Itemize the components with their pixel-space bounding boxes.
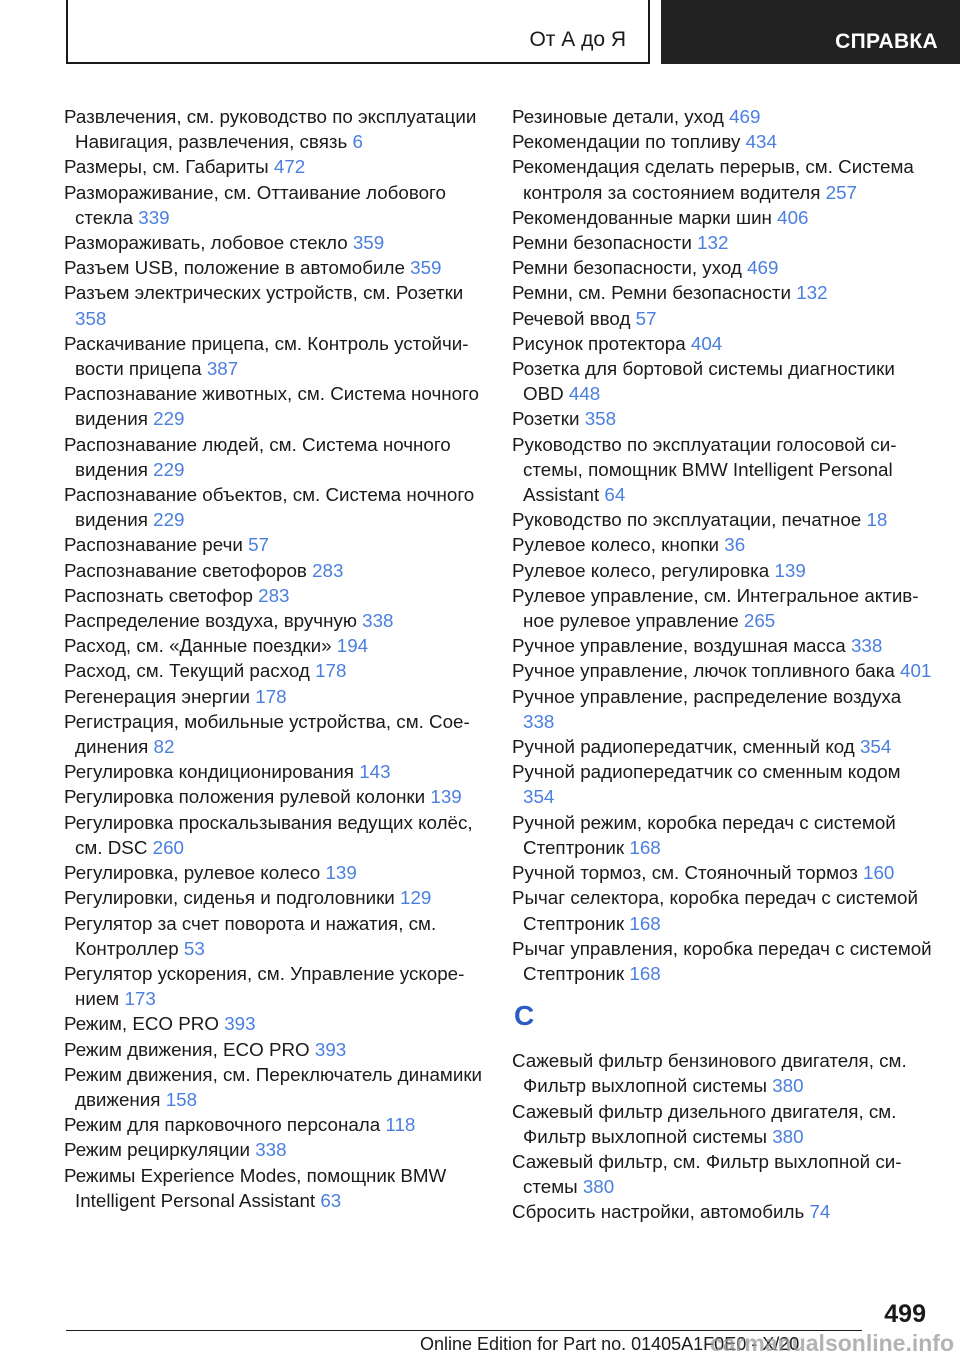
index-entry-term: Регулятор ускорения, см. Управление ускорением	[64, 962, 465, 1010]
index-entry	[512, 936, 932, 986]
letter-section-heading: С	[514, 1000, 535, 1032]
index-entry	[512, 810, 932, 860]
index-entry	[64, 885, 484, 910]
page-reference-link[interactable]: 359	[352, 232, 385, 254]
page-reference-link[interactable]: 265	[743, 610, 776, 632]
index-entry	[64, 608, 484, 633]
index-entry	[64, 558, 484, 583]
index-entry-term: Рулевое колесо, кнопки	[512, 534, 720, 556]
index-entry-term: Режим движения, ECO PRO	[64, 1038, 310, 1060]
page-reference-link[interactable]: 338	[255, 1139, 287, 1161]
page-reference-link[interactable]: 472	[273, 156, 306, 178]
index-entry-term: Расход, см. «Данные поездки»	[64, 635, 332, 657]
index-entry	[512, 306, 932, 331]
index-entry	[64, 1062, 484, 1112]
index-entry-term: Сажевый фильтр бензинового двигателя, см. Фильтр выхлопной системы	[512, 1050, 907, 1097]
index-entry-term: Раскачивание прицепа, см. Контроль устойчивости прицепа	[64, 332, 469, 380]
index-entry-term: Ремни безопасности	[512, 232, 692, 254]
page-reference-link[interactable]: 74	[809, 1201, 831, 1223]
index-entry	[512, 104, 932, 129]
index-entry-term: Речевой ввод	[512, 307, 631, 329]
index-entry	[64, 280, 484, 330]
index-entry-term: Розетки	[512, 408, 580, 430]
index-entry-term: Рулевое колесо, регулировка	[512, 559, 770, 581]
page-reference-link[interactable]: 338	[362, 610, 394, 632]
index-entry-term: Рулевое управление, см. Интегральное активное рулевое управление	[512, 584, 919, 632]
index-entry-term: Розетка для бортовой системы диагностики OBD	[512, 358, 895, 405]
index-entry	[64, 658, 484, 683]
page-reference-link[interactable]: 283	[312, 559, 344, 581]
page-reference-link[interactable]: 338	[850, 635, 883, 657]
page-reference-link[interactable]: 168	[629, 962, 661, 984]
page-reference-link[interactable]: 158	[165, 1088, 198, 1110]
index-entry-term: Рычаг управления, коробка передач с системой Стептроник	[512, 937, 932, 984]
page-reference-link[interactable]: 448	[568, 383, 601, 405]
index-entry	[512, 129, 932, 154]
page-reference-link[interactable]: 18	[866, 509, 888, 531]
index-entry	[512, 255, 932, 280]
index-entry-term: Режим, ECO PRO	[64, 1013, 219, 1035]
section-tab	[66, 0, 650, 64]
index-entry	[512, 280, 932, 305]
index-entry-term: Ручное управление, распределение воздуха	[512, 685, 902, 707]
page-reference-link[interactable]: 139	[430, 786, 462, 808]
index-entry	[64, 1011, 484, 1036]
index-entry-term: Регулировка кондиционирования	[64, 761, 354, 783]
index-entry	[64, 759, 484, 784]
index-entry	[64, 860, 484, 885]
watermark: carmanualsonline.info	[709, 1330, 954, 1356]
page-reference-link[interactable]: 63	[320, 1189, 342, 1211]
page-reference-link[interactable]: 338	[523, 710, 555, 732]
page-reference-link[interactable]: 257	[825, 181, 857, 203]
index-entry	[64, 331, 484, 381]
index-entry	[512, 154, 932, 204]
index-entry-term: Разъем USB, положение в автомобиле	[64, 257, 405, 279]
index-entry-term: Распознавание людей, см. Система ночного видения	[64, 433, 451, 480]
page-reference-link[interactable]: 132	[697, 232, 729, 254]
index-entry-term: Резиновые детали, уход	[512, 106, 724, 127]
index-entry-term: Ручное управление, лючок топливного бака	[512, 660, 895, 682]
page-reference-link[interactable]: 82	[153, 736, 175, 758]
page-reference-link[interactable]: 64	[604, 484, 626, 506]
index-entry-term: Развлечения, см. руководство по эксплуатации Навигация, развлечения, связь	[64, 106, 477, 153]
index-entry-term: Руководство по эксплуатации, печатное	[512, 509, 862, 531]
page-reference-link[interactable]: 168	[629, 912, 661, 934]
index-entry	[512, 658, 932, 683]
index-entry	[512, 230, 932, 255]
index-entry-term: Ремни безопасности, уход	[512, 257, 742, 279]
index-entry-term: Регистрация, мобильные устройства, см. Соединения	[64, 710, 470, 758]
page-reference-link[interactable]: 393	[224, 1013, 256, 1035]
page-reference-link[interactable]: 139	[774, 559, 806, 581]
index-column-left	[64, 104, 484, 1213]
page-reference-link[interactable]: 404	[690, 332, 723, 354]
chapter-tab-label: СПРАВКА	[835, 30, 938, 53]
index-entry-term: Регулировка положения рулевой колонки	[64, 786, 426, 808]
index-entry	[64, 1037, 484, 1062]
page-reference-link[interactable]: 434	[745, 131, 777, 153]
page-reference-link[interactable]: 358	[584, 408, 617, 430]
page-reference-link[interactable]: 53	[183, 937, 205, 959]
index-entry	[512, 759, 932, 809]
index-entry	[64, 230, 484, 255]
index-entry-term: Ручной тормоз, см. Стояночный тормоз	[512, 862, 858, 884]
index-entry-term: Режимы Experience Modes, помощник BMW Intelligent Personal Assistant	[64, 1164, 447, 1211]
index-entry	[64, 684, 484, 709]
index-entry	[512, 356, 932, 406]
index-entry	[512, 532, 932, 557]
index-entry	[64, 583, 484, 608]
page-number: 499	[884, 1300, 926, 1328]
index-entry	[512, 860, 932, 885]
page-reference-link[interactable]: 160	[863, 862, 895, 884]
page-reference-link[interactable]: 354	[523, 786, 555, 808]
index-entry-term: Регулировка проскальзывания ведущих колёс, см. DSC	[64, 811, 473, 858]
index-entry	[512, 406, 932, 431]
index-entry-term: Ручной режим, коробка передач с системой Стептроник	[512, 811, 896, 858]
index-entry-term: Сбросить настройки, автомобиль	[512, 1201, 805, 1223]
page-reference-link[interactable]: 178	[255, 685, 287, 707]
index-entry	[512, 684, 932, 734]
index-entry-term: Распознавание объектов, см. Система ночного видения	[64, 484, 475, 531]
page-reference-link[interactable]: 194	[336, 635, 369, 657]
index-entry-term: Размеры, см. Габариты	[64, 156, 269, 178]
index-entry	[64, 911, 484, 961]
page-reference-link[interactable]: 129	[400, 887, 432, 909]
index-entry-term: Рекомендованные марки шин	[512, 206, 772, 228]
index-entry-term: Ремни, см. Ремни безопасности	[512, 282, 791, 304]
index-entry-term: Режим движения, см. Переключатель динамики движения	[64, 1063, 483, 1110]
page-reference-link[interactable]: 57	[635, 307, 657, 329]
index-entry-term: Ручной радиопередатчик, сменный код	[512, 736, 855, 758]
page-reference-link[interactable]: 143	[359, 761, 391, 783]
index-entry-term: Ручной радиопередатчик со сменным кодом	[512, 761, 901, 783]
index-entry	[512, 734, 932, 759]
index-entry-term: Рекомендации по топливу	[512, 131, 741, 153]
index-entry-term: Разъем электрических устройств, см. Розетки	[64, 282, 464, 304]
index-entry-term: Размораживать, лобовое стекло	[64, 232, 348, 254]
page-reference-link[interactable]: 229	[153, 509, 185, 531]
index-entry	[512, 885, 932, 935]
index-entry-term: Размораживание, см. Оттаивание лобового стекла	[64, 181, 446, 228]
index-entry-term: Руководство по эксплуатации голосовой системы, помощник BMW Intelligent Personal Assistant	[512, 433, 897, 506]
index-entry	[512, 1199, 932, 1224]
page-reference-link[interactable]: 36	[724, 534, 746, 556]
index-entry-term: Регулировка, рулевое колесо	[64, 862, 321, 884]
index-entry	[64, 532, 484, 557]
page-reference-link[interactable]: 229	[153, 458, 185, 480]
index-entry	[64, 784, 484, 809]
index-entry-term: Регенерация энергии	[64, 685, 251, 707]
page-reference-link[interactable]: 354	[859, 736, 892, 758]
index-entry-term: Расход, см. Текущий расход	[64, 660, 310, 682]
index-entry-term: Регулятор за счет поворота и нажатия, см. Контроллер	[64, 912, 437, 959]
index-entry-term: Рисунок протектора	[512, 332, 686, 354]
page-reference-link[interactable]: 406	[777, 206, 809, 228]
index-entry-term: Регулировки, сиденья и подголовники	[64, 887, 395, 909]
section-tab-label: От А до Я	[529, 28, 626, 51]
index-entry-term: Распознавание животных, см. Система ночного видения	[64, 383, 479, 430]
index-entry	[64, 381, 484, 431]
index-entry-term: Распознавание речи	[64, 534, 243, 556]
index-entry	[512, 1048, 932, 1098]
page-reference-link[interactable]: 173	[124, 988, 156, 1010]
page-reference-link[interactable]: 469	[747, 257, 779, 279]
page-reference-link[interactable]: 339	[138, 206, 170, 228]
index-entry	[64, 255, 484, 280]
index-entry	[64, 432, 484, 482]
page-reference-link[interactable]: 6	[352, 131, 363, 153]
index-entry-term: Режим для парковочного персонала	[64, 1114, 381, 1136]
index-entry	[512, 432, 932, 508]
page-reference-link[interactable]: 283	[258, 584, 290, 606]
index-entry	[512, 583, 932, 633]
page-reference-link[interactable]: 57	[248, 534, 269, 556]
index-entry	[64, 1112, 484, 1137]
index-entry-term: Рычаг селектора, коробка передач с системой Стептроник	[512, 887, 918, 934]
page-reference-link[interactable]: 358	[75, 307, 107, 329]
edition-footer: Online Edition for Part no. 01405A1F0E0 - X/20	[420, 1334, 800, 1354]
index-entry-term: Распознавание светофоров	[64, 559, 307, 581]
index-entry	[64, 709, 484, 759]
page-reference-link[interactable]: 260	[152, 836, 184, 858]
index-entry	[64, 1137, 484, 1162]
page-reference-link[interactable]: 469	[729, 106, 761, 127]
index-entry	[64, 154, 484, 179]
index-entry	[64, 482, 484, 532]
index-entry	[512, 205, 932, 230]
page-reference-link[interactable]: 380	[772, 1075, 804, 1097]
index-entry	[512, 633, 932, 658]
index-entry	[512, 1149, 932, 1199]
index-column-right	[512, 104, 932, 1225]
index-entry-term: Режим рециркуляции	[64, 1139, 250, 1161]
index-entry	[64, 180, 484, 230]
index-entry	[512, 1099, 932, 1149]
index-entry-term: Сажевый фильтр, см. Фильтр выхлопной системы	[512, 1150, 902, 1198]
index-entry-term: Ручное управление, воздушная масса	[512, 635, 846, 657]
index-entry-term: Рекомендация сделать перерыв, см. Система контроля за состоянием водителя	[512, 156, 914, 203]
index-entry	[512, 331, 932, 356]
chapter-tab	[661, 0, 960, 64]
index-entry	[512, 507, 932, 532]
index-entry	[64, 1163, 484, 1213]
page-reference-link[interactable]: 380	[772, 1125, 804, 1147]
index-entry	[64, 633, 484, 658]
index-entry-term: Сажевый фильтр дизельного двигателя, см. Фильтр выхлопной системы	[512, 1100, 897, 1147]
page-reference-link[interactable]: 387	[206, 358, 239, 380]
index-entry	[512, 558, 932, 583]
page-reference-link[interactable]: 118	[385, 1114, 416, 1136]
page-reference-link[interactable]: 393	[314, 1038, 347, 1060]
index-entry-term: Распределение воздуха, вручную	[64, 610, 357, 632]
index-entry	[64, 810, 484, 860]
page-reference-link[interactable]: 359	[410, 257, 442, 279]
page-reference-link[interactable]: 178	[315, 660, 347, 682]
index-entry-term: Распознать светофор	[64, 584, 253, 606]
page-reference-link[interactable]: 401	[900, 660, 932, 682]
page-reference-link[interactable]: 132	[796, 282, 828, 304]
page-reference-link[interactable]: 168	[629, 836, 661, 858]
index-entry	[64, 961, 484, 1011]
page-reference-link[interactable]: 229	[153, 408, 185, 430]
index-entry	[64, 104, 484, 154]
page-reference-link[interactable]: 380	[582, 1176, 615, 1198]
page-reference-link[interactable]: 139	[325, 862, 357, 884]
